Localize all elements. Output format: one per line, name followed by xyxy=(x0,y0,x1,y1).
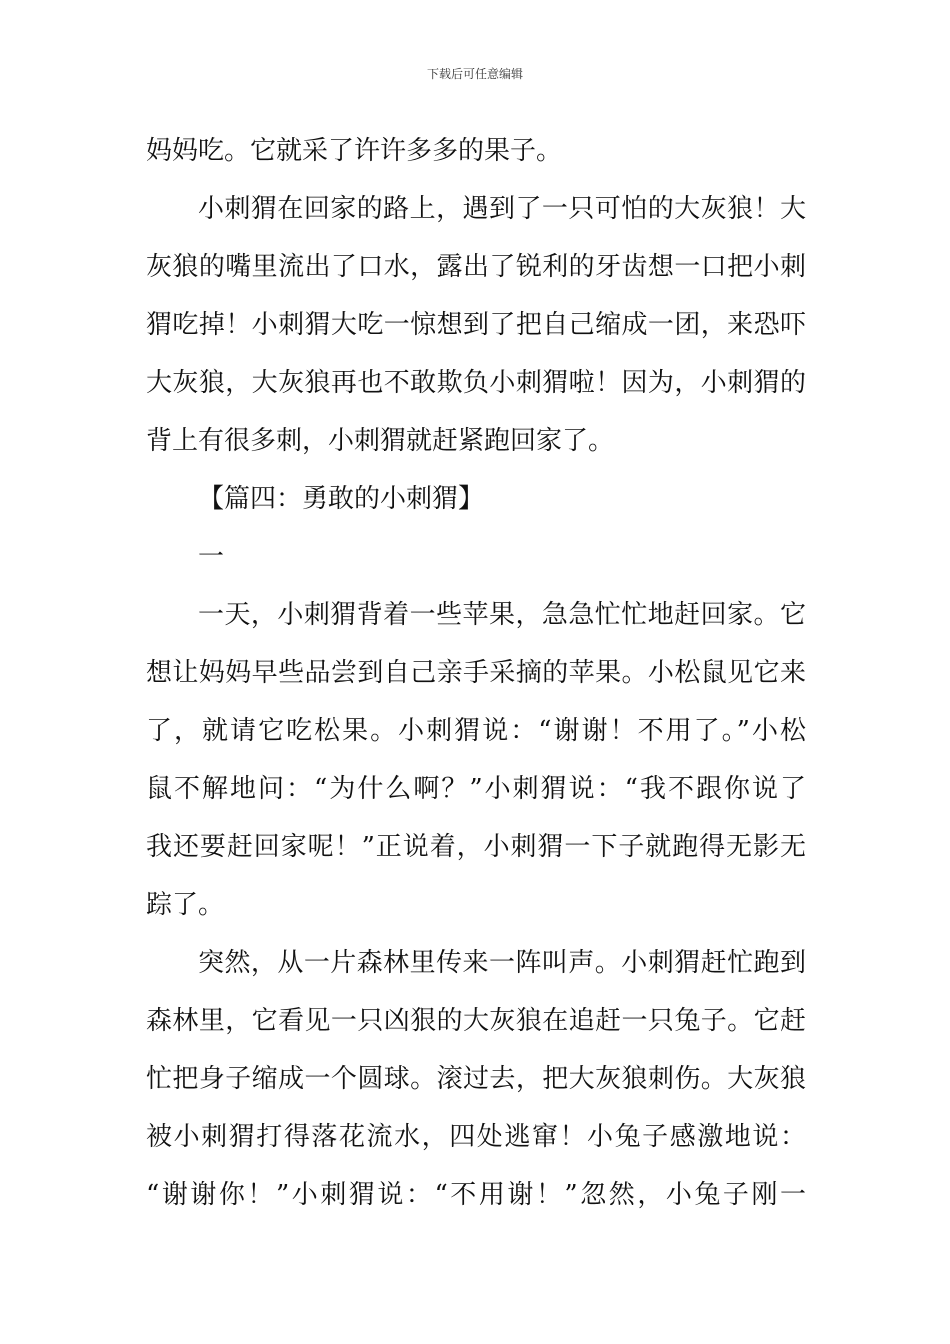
text-line: 妈妈吃。它就采了许许多多的果子。 xyxy=(146,136,563,166)
text-line: 猬吃掉！小刺猬大吃一惊想到了把自己缩成一团，来恐吓 xyxy=(146,310,806,340)
text-line: 大灰狼，大灰狼再也不敢欺负小刺猬啦！因为，小刺猬的 xyxy=(146,368,806,398)
text-line: 灰狼的嘴里流出了口水，露出了锐利的牙齿想一口把小刺 xyxy=(146,252,806,282)
text-line: 了，就请它吃松果。小刺猬说：“谢谢！不用了。”小松 xyxy=(146,716,806,746)
text-line: 忙把身子缩成一个圆球。滚过去，把大灰狼刺伤。大灰狼 xyxy=(146,1064,806,1094)
text-line: 被小刺猬打得落花流水，四处逃窜！小兔子感激地说： xyxy=(146,1122,806,1152)
text-line: 鼠不解地问：“为什么啊？”小刺猬说：“我不跟你说了 xyxy=(146,774,806,804)
text-line: 我还要赶回家呢！”正说着，小刺猬一下子就跑得无影无 xyxy=(146,832,806,862)
text-line: 小刺猬在回家的路上，遇到了一只可怕的大灰狼！大 xyxy=(198,194,806,224)
text-line: 【篇四：勇敢的小刺猬】 xyxy=(198,484,485,514)
body-text xyxy=(146,122,806,1224)
text-line: 想让妈妈早些品尝到自己亲手采摘的苹果。小松鼠见它来 xyxy=(146,658,806,688)
text-line: 一天，小刺猬背着一些苹果，急急忙忙地赶回家。它 xyxy=(198,600,806,630)
text-line: 森林里，它看见一只凶狠的大灰狼在追赶一只兔子。它赶 xyxy=(146,1006,806,1036)
text-line: 背上有很多刺，小刺猬就赶紧跑回家了。 xyxy=(146,426,615,456)
text-line: 踪了。 xyxy=(146,890,225,920)
text-line: 突然，从一片森林里传来一阵叫声。小刺猬赶忙跑到 xyxy=(198,948,806,978)
text-line: “谢谢你！”小刺猬说：“不用谢！”忽然，小兔子刚一 xyxy=(146,1180,806,1210)
text-line: 一 xyxy=(198,542,225,572)
page-header: 下载后可任意编辑 xyxy=(426,67,523,81)
